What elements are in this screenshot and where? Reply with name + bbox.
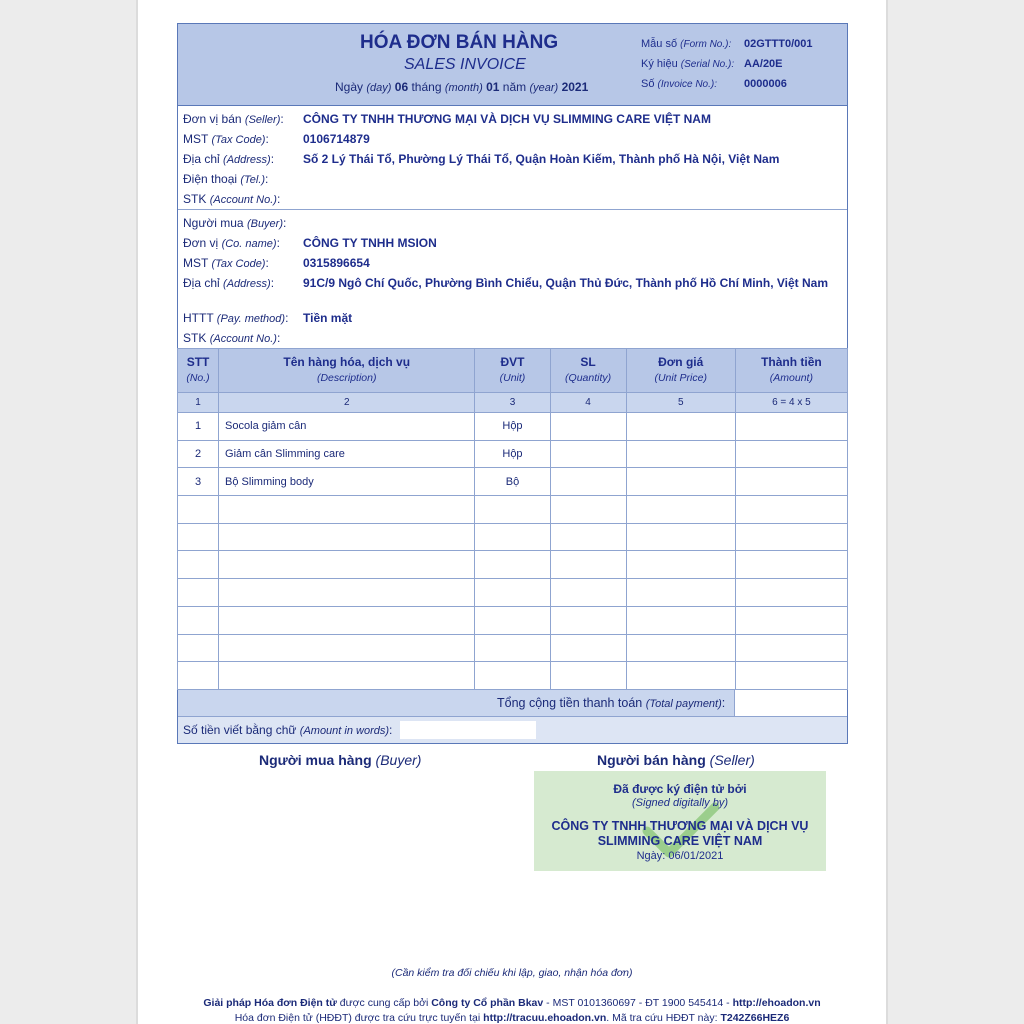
serial-no-value: AA/20E [744, 58, 783, 70]
payment-method-label: HTTT (Pay. method): [183, 311, 289, 325]
table-row-empty [178, 496, 848, 524]
table-row: 2 Giảm cân Slimming care Hộp [178, 440, 848, 468]
amount-in-words-row [178, 716, 847, 743]
signed-digitally-label-en: (Signed digitally by) [632, 797, 728, 809]
form-no-value: 02GTTT0/001 [744, 38, 813, 50]
seller-label: Đơn vị bán (Seller): [183, 112, 284, 126]
seller-address-label: Địa chỉ (Address): [183, 152, 275, 166]
payment-method: Tiền mặt [303, 311, 353, 325]
col-unit: ĐVT (Unit) [475, 349, 550, 393]
buyer-account-label: STK (Account No.): [183, 331, 281, 345]
lookup-link[interactable]: http://tracuu.ehoadon.vn [483, 1012, 607, 1024]
seller-tax-code: 0106714879 [303, 132, 370, 146]
invoice-no-value: 0000006 [744, 78, 787, 90]
amount-in-words-redacted [400, 721, 536, 739]
signature-date: Ngày: 06/01/2021 [636, 850, 724, 862]
buyer-address: 91C/9 Ngô Chí Quốc, Phường Bình Chiểu, Quận Thủ Đức, Thành phố Hồ Chí Minh, Việt Nam [303, 276, 829, 290]
signed-digitally-label: Đã được ký điện tử bởi [613, 782, 747, 796]
col-quantity: SL (Quantity) [550, 349, 626, 393]
section-divider [178, 209, 847, 210]
footer-check-note: (Cần kiểm tra đối chiếu khi lập, giao, nhận hóa đơn) [391, 967, 633, 979]
table-row-empty [178, 662, 848, 690]
buyer-signature-title: Người mua hàng (Buyer) [259, 752, 422, 768]
amount-in-words-label: Số tiền viết bằng chữ (Amount in words): [183, 723, 393, 737]
seller-tax-label: MST (Tax Code): [183, 132, 269, 146]
col-unit-price: Đơn giá (Unit Price) [626, 349, 735, 393]
invoice-subtitle: SALES INVOICE [404, 56, 526, 73]
footer-provider: Giải pháp Hóa đơn Điện tử được cung cấp bởi Công ty Cổ phần Bkav - MST 0101360697 - ĐT 1900 545414 - http://ehoadon.vn [203, 997, 821, 1009]
buyer-tax-label: MST (Tax Code): [183, 256, 269, 270]
table-row-empty [178, 634, 848, 662]
serial-no-label: Ký hiệu (Serial No.): [641, 58, 735, 70]
seller-phone-label: Điện thoại (Tel.): [183, 172, 269, 186]
buyer-company: CÔNG TY TNHH MSION [303, 236, 437, 250]
table-row-empty [178, 606, 848, 634]
footer-lookup: Hóa đơn Điện tử (HĐĐT) được tra cứu trực tuyến tại http://tracuu.ehoadon.vn. Mã tra cứu HĐĐT này: T242Z66HEZ6 [234, 1012, 790, 1024]
table-row: 1 Socola giảm cân Hộp [178, 413, 848, 441]
digital-signature-box [534, 771, 826, 871]
col-amount: Thành tiền (Amount) [735, 349, 847, 393]
table-row: 3 Bộ Slimming body Bộ [178, 468, 848, 496]
invoice-no-label: Số (Invoice No.): [641, 78, 717, 90]
seller-account-label: STK (Account No.): [183, 192, 281, 206]
table-header-row [178, 349, 848, 393]
col-description: Tên hàng hóa, dịch vụ (Description) [219, 349, 475, 393]
seller-signature-title: Người bán hàng (Seller) [597, 752, 755, 768]
buyer-address-label: Địa chỉ (Address): [183, 276, 275, 290]
header-divider [178, 105, 847, 106]
total-payment-value-redacted [735, 690, 847, 717]
invoice-title: HÓA ĐƠN BÁN HÀNG [360, 32, 559, 53]
invoice-date: Ngày (day) 06 tháng (month) 01 năm (year) 2021 [335, 80, 589, 94]
table-row-empty [178, 579, 848, 607]
total-payment-label: Tổng cộng tiền thanh toán (Total payment): [497, 696, 726, 710]
table-row-empty [178, 523, 848, 551]
form-no-label: Mẫu số (Form No.): [641, 38, 732, 50]
seller-address: Số 2 Lý Thái Tổ, Phường Lý Thái Tổ, Quận Hoàn Kiếm, Thành phố Hà Nội, Việt Nam [303, 152, 780, 166]
col-stt: STT (No.) [178, 349, 219, 393]
buyer-tax-code: 0315896654 [303, 256, 370, 270]
seller-name: CÔNG TY TNHH THƯƠNG MẠI VÀ DỊCH VỤ SLIMMING CARE VIỆT NAM [303, 112, 711, 126]
column-index-row: 1 2 3 4 5 6 = 4 x 5 [178, 393, 848, 413]
table-row-empty [178, 551, 848, 579]
signer-company: CÔNG TY TNHH THƯƠNG MẠI VÀ DỊCH VỤ SLIMMING CARE VIỆT NAM [551, 819, 809, 848]
total-payment-row [178, 689, 847, 716]
buyer-label: Người mua (Buyer): [183, 216, 287, 230]
items-table [177, 348, 848, 690]
buyer-company-label: Đơn vị (Co. name): [183, 236, 280, 250]
